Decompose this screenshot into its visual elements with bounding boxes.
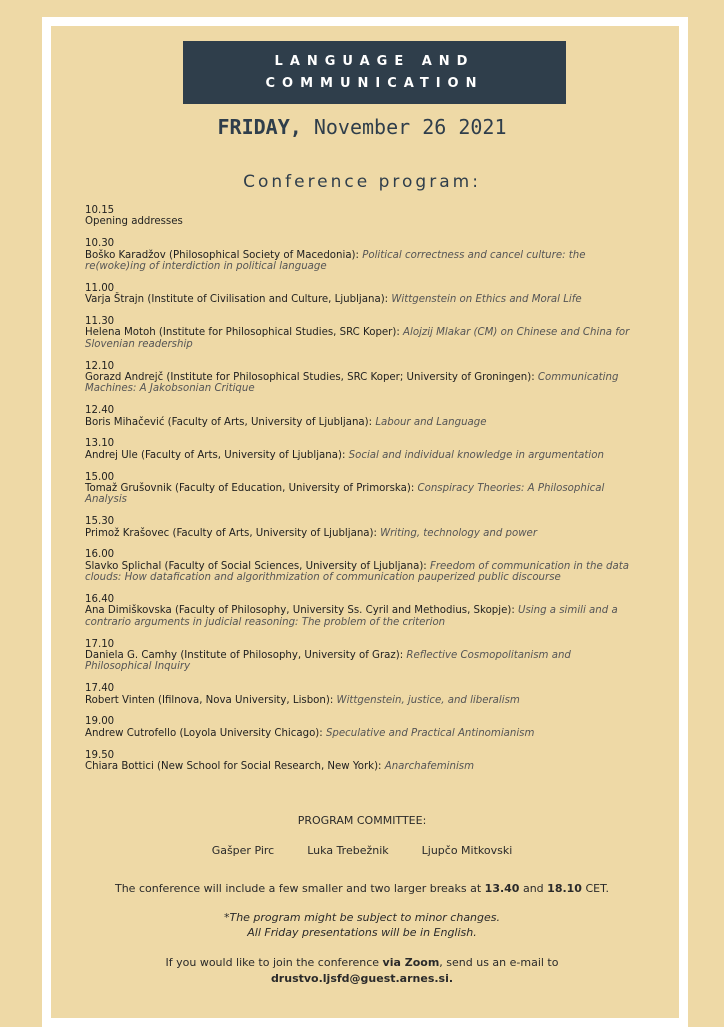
entry-speaker: Opening addresses <box>85 216 183 228</box>
contact-email-line <box>0 972 724 985</box>
entry-talk-title: Wittgenstein, justice, and liberalism <box>336 694 520 706</box>
entry-affiliation: (Faculty of Social Sciences, University of Ljubljana): <box>161 560 430 572</box>
entry-affiliation: (Institute for Philosophical Studies, SRC Koper; University of Groningen): <box>163 372 538 384</box>
entry-time: 15.00 <box>85 471 115 483</box>
entry-talk-title: Anarchafeminism <box>384 761 475 773</box>
event-title-banner <box>183 41 566 104</box>
entry-talk-title: Alojzij Mlakar (CM) on Chinese and China for Slovenian readership <box>85 327 630 350</box>
program-entry <box>85 472 640 506</box>
entry-affiliation: (Faculty of Arts, University of Ljubljana): <box>164 416 376 428</box>
entry-speaker: Boris Mihačević <box>85 416 165 428</box>
program-heading: Conference program: <box>243 172 481 192</box>
entry-time: 17.40 <box>85 683 115 695</box>
contact-text: If you would like to join the conference <box>165 956 383 969</box>
entry-time: 10.30 <box>85 238 115 250</box>
entry-affiliation: (Ifilnova, Nova University, Lisbon): <box>154 694 337 706</box>
breaks-note-text: The conference will include a few smaller and two larger breaks at <box>114 882 485 895</box>
entry-affiliation: (Faculty of Arts, University of Ljubljana): <box>137 449 349 461</box>
break-time-1: 13.40 <box>484 882 520 895</box>
entry-speaker: Boško Karadžov <box>85 249 166 261</box>
entry-speaker: Ana Dimiškovska <box>85 605 172 617</box>
breaks-note-and: and <box>519 882 548 895</box>
entry-talk-title: Writing, technology and power <box>380 527 538 539</box>
entry-time: 10.15 <box>85 205 115 216</box>
program-entry <box>85 238 640 272</box>
program-entry <box>85 716 640 739</box>
entry-affiliation: (Institute of Philosophy, University of Graz): <box>177 650 407 662</box>
entry-talk-title: Conspiracy Theories: A Philosophical Analysis <box>85 483 605 506</box>
event-date-text: November 26 2021 <box>313 115 507 139</box>
program-entry <box>85 283 640 306</box>
entry-speaker: Robert Vinten <box>85 694 155 706</box>
committee-member: Gašper Pirc <box>211 844 275 857</box>
program-entry <box>85 438 640 461</box>
program-entry <box>85 205 640 228</box>
disclaimer-line2 <box>0 926 724 939</box>
disclaimer-text-2: All Friday presentations will be in English. <box>247 926 477 939</box>
committee-member: Luka Trebežnik <box>307 844 389 857</box>
contact-line <box>0 956 724 969</box>
entry-talk-title: Labour and Language <box>375 416 487 428</box>
entry-talk-title: Wittgenstein on Ethics and Moral Life <box>391 294 582 306</box>
entry-time: 19.50 <box>85 749 115 761</box>
program-entry <box>85 750 640 773</box>
program-entry <box>85 594 640 628</box>
program-entry <box>85 361 640 395</box>
entry-affiliation: (Faculty of Philosophy, University Ss. Cyril and Methodius, Skopje): <box>171 605 519 617</box>
entry-affiliation: (Faculty of Arts, University of Ljubljana): <box>169 527 381 539</box>
disclaimer-text-1: *The program might be subject to minor changes. <box>223 911 501 924</box>
program-entry <box>85 316 640 350</box>
entry-affiliation: (Institute of Civilisation and Culture, Ljubljana): <box>144 294 392 306</box>
program-entry <box>85 683 640 706</box>
event-date <box>0 115 724 139</box>
entry-speaker: Helena Motoh <box>85 327 156 339</box>
event-title-line2: COMMUNICATION <box>265 75 484 91</box>
contact-text-2: , send us an e-mail to <box>439 956 559 969</box>
breaks-note <box>0 882 724 895</box>
program-list <box>85 205 640 783</box>
entry-time: 11.30 <box>85 316 115 328</box>
entry-speaker: Daniela G. Camhy <box>85 650 178 662</box>
entry-time: 12.10 <box>85 360 115 372</box>
program-entry <box>85 639 640 673</box>
program-entry <box>85 549 640 583</box>
event-title-line1: LANGUAGE AND <box>274 53 475 69</box>
committee-heading: PROGRAM COMMITTEE: <box>297 814 427 827</box>
entry-time: 17.10 <box>85 638 115 650</box>
entry-affiliation: (New School for Social Research, New York): <box>153 761 385 773</box>
entry-speaker: Slavko Splichal <box>85 560 162 572</box>
entry-talk-title: Political correctness and cancel culture: the re(woke)ing of interdiction in political language <box>85 249 586 273</box>
entry-talk-title: Freedom of communication in the data clouds: How datafication and algorithmization of communication pauperized public discourse <box>85 560 629 584</box>
disclaimer-line1 <box>0 911 724 924</box>
event-day: FRIDAY, <box>217 115 302 139</box>
committee-member: Ljupčo Mitkovski <box>421 844 513 857</box>
break-time-2: 18.10 <box>547 882 582 895</box>
entry-time: 11.00 <box>85 282 115 294</box>
entry-time: 19.00 <box>85 716 115 728</box>
entry-talk-title: Using a simili and a contrario arguments in judicial reasoning: The problem of the criterion <box>85 605 618 628</box>
program-entry <box>85 405 640 428</box>
program-entry <box>85 516 640 539</box>
entry-time: 16.40 <box>85 594 115 606</box>
contact-via-zoom: via Zoom <box>382 956 440 969</box>
entry-speaker: Tomaž Grušovnik <box>85 483 172 495</box>
entry-speaker: Andrew Cutrofello <box>85 727 177 739</box>
entry-talk-title: Speculative and Practical Antinomianism <box>325 727 535 739</box>
entry-speaker: Gorazd Andrejč <box>85 372 164 384</box>
committee-members <box>0 844 724 857</box>
entry-time: 13.10 <box>85 438 115 450</box>
contact-email[interactable]: drustvo.ljsfd@guest.arnes.si. <box>270 972 454 985</box>
entry-time: 12.40 <box>85 405 115 417</box>
entry-time: 16.00 <box>85 549 115 561</box>
entry-talk-title: Reflective Cosmopolitanism and Philosophical Inquiry <box>85 650 571 673</box>
breaks-note-cet: CET. <box>581 882 610 895</box>
entry-affiliation: (Institute for Philosophical Studies, SRC Koper): <box>155 327 404 339</box>
entry-affiliation: (Loyola University Chicago): <box>176 727 326 739</box>
entry-speaker: Andrej Ule <box>85 449 138 461</box>
entry-affiliation: (Philosophical Society of Macedonia): <box>165 249 363 261</box>
entry-speaker: Primož Krašovec <box>85 527 170 539</box>
entry-speaker: Varja Štrajn <box>85 294 145 306</box>
entry-affiliation: (Faculty of Education, University of Primorska): <box>171 483 418 495</box>
entry-talk-title: Communicating Machines: A Jakobsonian Critique <box>85 372 619 395</box>
entry-speaker: Chiara Bottici <box>85 761 154 773</box>
entry-talk-title: Social and individual knowledge in argumentation <box>348 449 604 461</box>
entry-time: 15.30 <box>85 516 115 528</box>
